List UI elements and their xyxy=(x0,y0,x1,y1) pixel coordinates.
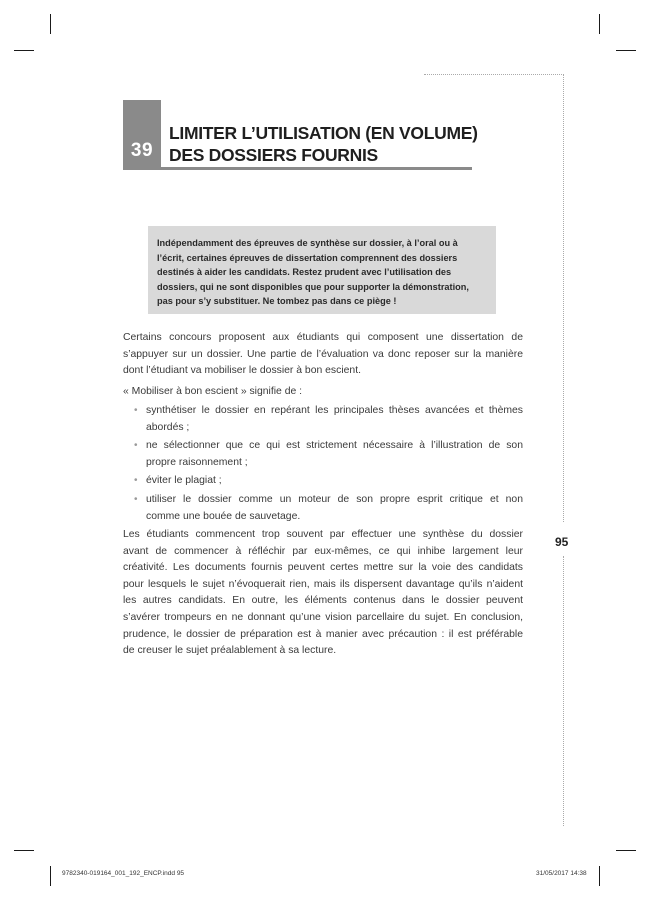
paragraph-line: prudence, le dossier de préparation est à manier avec précaution : il est préférable xyxy=(123,628,523,640)
paragraph-intro xyxy=(123,330,523,380)
chapter-number-box xyxy=(123,100,161,170)
paragraph-line: pour lesquels le sujet n’évoquerait rien, mais ils dispersent davantage qu’ils n’aident xyxy=(123,578,523,590)
footer-datetime: 31/05/2017 14:38 xyxy=(536,870,587,877)
chapter-title-line: DES DOSSIERS FOURNIS xyxy=(169,145,378,165)
list-item-line: ne sélectionner que ce qui est strictement nécessaire à l’illustration de son xyxy=(146,440,523,452)
crop-mark xyxy=(616,850,636,851)
crop-mark xyxy=(599,14,600,34)
paragraph-line: Certains concours proposent aux étudiants qui composent une dissertation de xyxy=(123,332,523,343)
paragraph-line: s’appuyer sur un dossier. Une partie de l’évaluation va donc reposer sur la manière xyxy=(123,348,523,360)
list-item-line: comme une bouée de sauvetage. xyxy=(146,510,301,522)
list-item xyxy=(123,473,523,490)
crop-mark xyxy=(50,866,51,886)
crop-mark xyxy=(50,14,51,34)
paragraph-line: dont l’étudiant va mobiliser le dossier à bon escient. xyxy=(123,365,361,377)
callout-line: destinés à aider les candidats. Restez prudent avec l’utilisation des xyxy=(157,267,452,278)
list-intro-text: « Mobiliser à bon escient » signifie de : xyxy=(123,386,303,397)
list-item-line: propre raisonnement ; xyxy=(146,456,248,468)
list-item xyxy=(123,403,523,436)
callout-line: dossiers, qui ne sont disponibles que pour supporter la démonstration, xyxy=(157,281,469,292)
footer-filename: 9782340-019164_001_192_ENCP.indd 95 xyxy=(62,870,185,877)
dotted-guide-top xyxy=(424,74,564,75)
chapter-number: 39 xyxy=(130,140,154,161)
paragraph-line: avant de commencer à réfléchir par eux-mêmes, ce qui inhibe largement leur xyxy=(123,545,523,557)
paragraph-line: de creuser le sujet préalablement à sa lecture. xyxy=(123,645,337,657)
dotted-guide-right xyxy=(563,556,564,826)
bullet-icon: • xyxy=(134,475,138,487)
bullet-icon: • xyxy=(134,440,138,452)
crop-mark xyxy=(599,866,600,886)
callout-box xyxy=(148,226,496,314)
list-item xyxy=(123,492,523,525)
list-item-line: éviter le plagiat ; xyxy=(146,475,222,487)
list-item xyxy=(123,438,523,471)
list-intro xyxy=(123,384,523,401)
title-underline xyxy=(161,167,472,170)
chapter-title-line: LIMITER L’UTILISATION (EN VOLUME) xyxy=(169,123,478,143)
crop-mark xyxy=(616,50,636,51)
paragraph-line: Les étudiants commencent trop souvent par effectuer une synthèse du dossier xyxy=(123,529,523,540)
paragraph-line: s’avérer trompeurs en ne donnant qu’une vision parcellaire du sujet. En conclusion, xyxy=(123,611,523,623)
chapter-title xyxy=(169,122,479,166)
paragraph-line: créativité. Les documents fournis peuvent certes mettre sur la voie des candidats xyxy=(123,562,523,574)
paragraph-line: les autres candidats. En outre, les éléments contenus dans le dossier peuvent xyxy=(123,595,523,607)
crop-mark xyxy=(14,850,34,851)
callout-line: Indépendamment des épreuves de synthèse sur dossier, à l’oral ou à xyxy=(157,238,458,248)
list-item-line: synthétiser le dossier en repérant les principales thèses avancées et thèmes xyxy=(146,405,523,416)
list-item-line: utiliser le dossier comme un moteur de son propre esprit critique et non xyxy=(146,493,523,505)
callout-line: pas pour s’y substituer. Ne tombez pas dans ce piège ! xyxy=(157,296,397,307)
bullet-icon: • xyxy=(134,493,138,505)
page-number: 95 xyxy=(555,535,569,549)
bullet-icon: • xyxy=(134,405,138,416)
crop-mark xyxy=(14,50,34,51)
dotted-guide-right xyxy=(563,74,564,522)
bullet-list xyxy=(123,403,523,525)
paragraph-conclusion xyxy=(123,527,523,660)
list-item-line: abordés ; xyxy=(146,421,190,433)
callout-line: l’écrit, certaines épreuves de dissertation comprennent des dossiers xyxy=(157,252,458,263)
